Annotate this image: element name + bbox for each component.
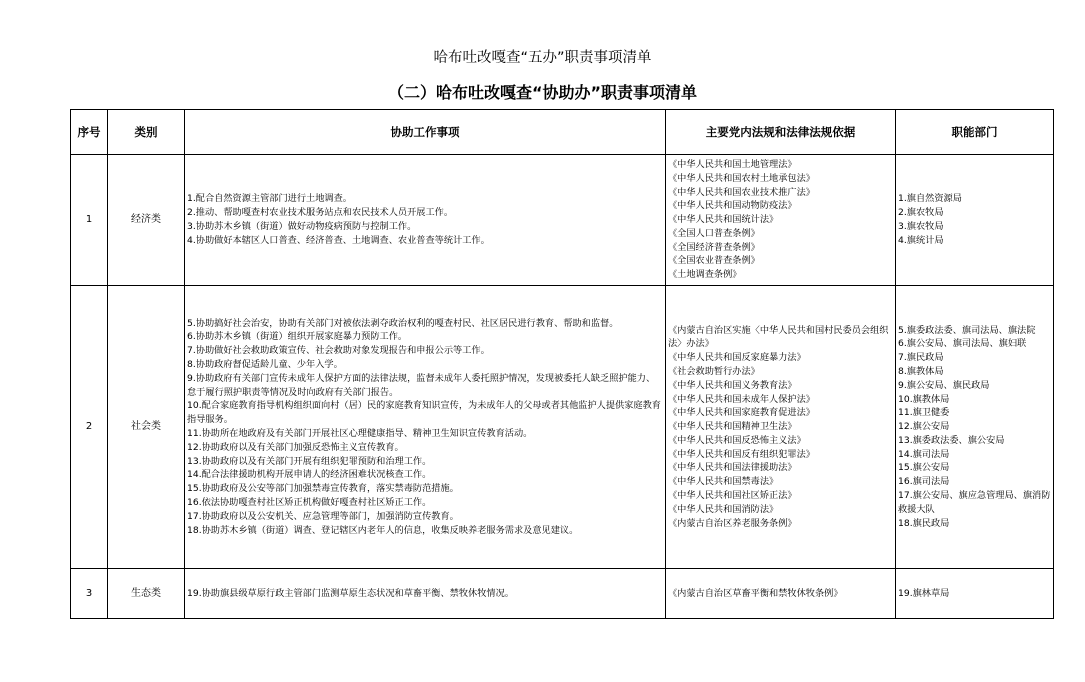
dept-item: 15.旗公安局	[898, 462, 950, 474]
dept-item: 12.旗公安局	[898, 421, 950, 433]
task-item: 10.配合家庭教育指导机构组织面向村（居）民的家庭教育知识宣传，为未成年人的父母或者其他监护人提供家庭教育指导服务。	[187, 400, 661, 426]
law-item: 《中华人民共和国农业技术推广法》	[668, 186, 815, 198]
law-item: 《中华人民共和国消防法》	[668, 503, 779, 515]
table-row	[71, 155, 1054, 286]
task-item: 13.协助政府以及有关部门开展有组织犯罪预防和治理工作。	[187, 455, 432, 467]
law-item: 《内蒙古自治区草畜平衡和禁牧休牧条例》	[668, 587, 843, 599]
law-item: 《中华人民共和国农村土地承包法》	[668, 172, 815, 184]
law-item: 《中华人民共和国未成年人保护法》	[668, 393, 815, 405]
row-tasks	[185, 155, 666, 286]
row-tasks	[185, 569, 666, 619]
task-item: 19.协助旗县级草原行政主管部门监测草原生态状况和草畜平衡、禁牧休牧情况。	[187, 587, 514, 599]
law-item: 《中华人民共和国义务教育法》	[668, 379, 797, 391]
dept-item: 9.旗公安局、旗民政局	[898, 379, 990, 391]
duty-table	[70, 109, 1054, 619]
dept-item: 17.旗公安局、旗应急管理局、旗消防救援大队	[898, 490, 1051, 515]
task-item: 14.配合法律援助机构开展申请人的经济困难状况核查工作。	[187, 469, 432, 481]
dept-item: 13.旗委政法委、旗公安局	[898, 434, 1005, 446]
row-depts	[896, 155, 1054, 286]
law-item: 《社会救助暂行办法》	[668, 365, 760, 377]
task-item: 2.推动、帮助嘎查村农业技术服务站点和农民技术人员开展工作。	[187, 207, 454, 219]
task-item: 3.协助苏木乡镇（街道）做好动物疫病预防与控制工作。	[187, 221, 417, 232]
law-item: 《中华人民共和国精神卫生法》	[668, 421, 797, 433]
table-header-row	[71, 110, 1054, 155]
row-category: 社会类	[108, 286, 185, 569]
row-number: 3	[71, 569, 108, 619]
dept-item: 5.旗委政法委、旗司法局、旗法院	[898, 324, 1036, 336]
law-item: 《全国农业普查条例》	[668, 255, 760, 267]
task-item: 11.协助所在地政府及有关部门开展社区心理健康指导、精神卫生知识宣传教育活动。	[187, 428, 533, 439]
row-depts	[896, 569, 1054, 619]
dept-item: 4.旗统计局	[898, 234, 944, 246]
row-number: 1	[71, 155, 108, 286]
dept-item: 19.旗林草局	[898, 587, 950, 599]
law-item: 《内蒙古自治区实施〈中华人民共和国村民委员会组织法〉办法》	[668, 324, 889, 350]
page-title: 哈布吐改嘎查“五办”职责事项清单	[433, 50, 652, 66]
row-category: 生态类	[108, 569, 185, 619]
header-depts: 职能部门	[896, 110, 1054, 155]
header-laws: 主要党内法规和法律法规依据	[666, 110, 896, 155]
law-item: 《内蒙古自治区养老服务条例》	[668, 517, 797, 529]
law-item: 《中华人民共和国法律援助法》	[668, 462, 797, 474]
task-item: 17.协助政府以及公安机关、应急管理等部门，加强消防宣传教育。	[187, 510, 459, 522]
dept-item: 7.旗民政局	[898, 352, 944, 364]
task-item: 1.配合自然资源主管部门进行土地调查。	[187, 193, 352, 205]
law-item: 《中华人民共和国动物防疫法》	[668, 200, 797, 212]
law-item: 《中华人民共和国反恐怖主义法》	[668, 434, 806, 446]
law-item: 《土地调查条例》	[668, 269, 742, 281]
row-tasks	[185, 286, 666, 569]
row-laws	[666, 286, 896, 569]
task-item: 4.协助做好本辖区人口普查、经济普查、土地调查、农业普查等统计工作。	[187, 234, 490, 246]
task-item: 12.协助政府以及有关部门加强反恐怖主义宣传教育。	[187, 441, 404, 453]
task-item: 8.协助政府督促适龄儿童、少年入学。	[187, 359, 343, 371]
dept-item: 2.旗农牧局	[898, 207, 944, 219]
task-item: 6.协助苏木乡镇（街道）组织开展家庭暴力预防工作。	[187, 331, 408, 343]
header-num: 序号	[71, 110, 108, 155]
dept-item: 8.旗教体局	[898, 365, 944, 377]
row-depts	[896, 286, 1054, 569]
task-item: 18.协助苏木乡镇（街道）调查、登记辖区内老年人的信息，收集反映养老服务需求及意见建议。	[187, 524, 579, 536]
law-item: 《中华人民共和国家庭教育促进法》	[668, 407, 815, 419]
dept-item: 10.旗教体局	[898, 393, 950, 405]
law-item: 《全国人口普查条例》	[668, 227, 760, 239]
task-item: 15.协助政府及公安等部门加强禁毒宣传教育，落实禁毒防范措施。	[187, 483, 459, 495]
law-item: 《中华人民共和国社区矫正法》	[668, 490, 797, 502]
page-subtitle: （二）哈布吐改嘎查“协助办”职责事项清单	[387, 83, 698, 102]
task-item: 16.依法协助嘎查村社区矫正机构做好嘎查村社区矫正工作。	[187, 496, 432, 508]
dept-item: 3.旗农牧局	[898, 221, 944, 232]
table-row	[71, 286, 1054, 569]
row-category: 经济类	[108, 155, 185, 286]
dept-item: 6.旗公安局、旗司法局、旗妇联	[898, 338, 1027, 350]
law-item: 《中华人民共和国反家庭暴力法》	[668, 352, 806, 364]
header-tasks: 协助工作事项	[185, 110, 666, 155]
law-item: 《中华人民共和国统计法》	[668, 214, 779, 226]
dept-item: 11.旗卫健委	[898, 407, 950, 419]
task-item: 7.协助做好社会救助政策宣传、社会救助对象发现报告和申报公示等工作。	[187, 345, 490, 357]
row-number: 2	[71, 286, 108, 569]
table-row	[71, 569, 1054, 619]
row-laws	[666, 569, 896, 619]
dept-item: 18.旗民政局	[898, 517, 950, 529]
dept-item: 14.旗司法局	[898, 448, 950, 460]
task-item: 9.协助政府有关部门宣传未成年人保护方面的法律法规，监督未成年人委托照护情况，发现被委托人缺乏照护能力、怠于履行照护职责等情况及时向政府有关部门报告。	[187, 372, 656, 398]
dept-item: 1.旗自然资源局	[898, 193, 962, 205]
task-item: 5.协助搞好社会治安，协助有关部门对被依法剥夺政治权利的嘎查村民、社区居民进行教育、帮助和监督。	[187, 317, 619, 329]
law-item: 《中华人民共和国土地管理法》	[668, 158, 797, 170]
header-category: 类别	[108, 110, 185, 155]
dept-item: 16.旗司法局	[898, 476, 950, 488]
law-item: 《中华人民共和国禁毒法》	[668, 476, 779, 488]
law-item: 《全国经济普查条例》	[668, 241, 760, 253]
law-item: 《中华人民共和国反有组织犯罪法》	[668, 448, 815, 460]
row-laws	[666, 155, 896, 286]
